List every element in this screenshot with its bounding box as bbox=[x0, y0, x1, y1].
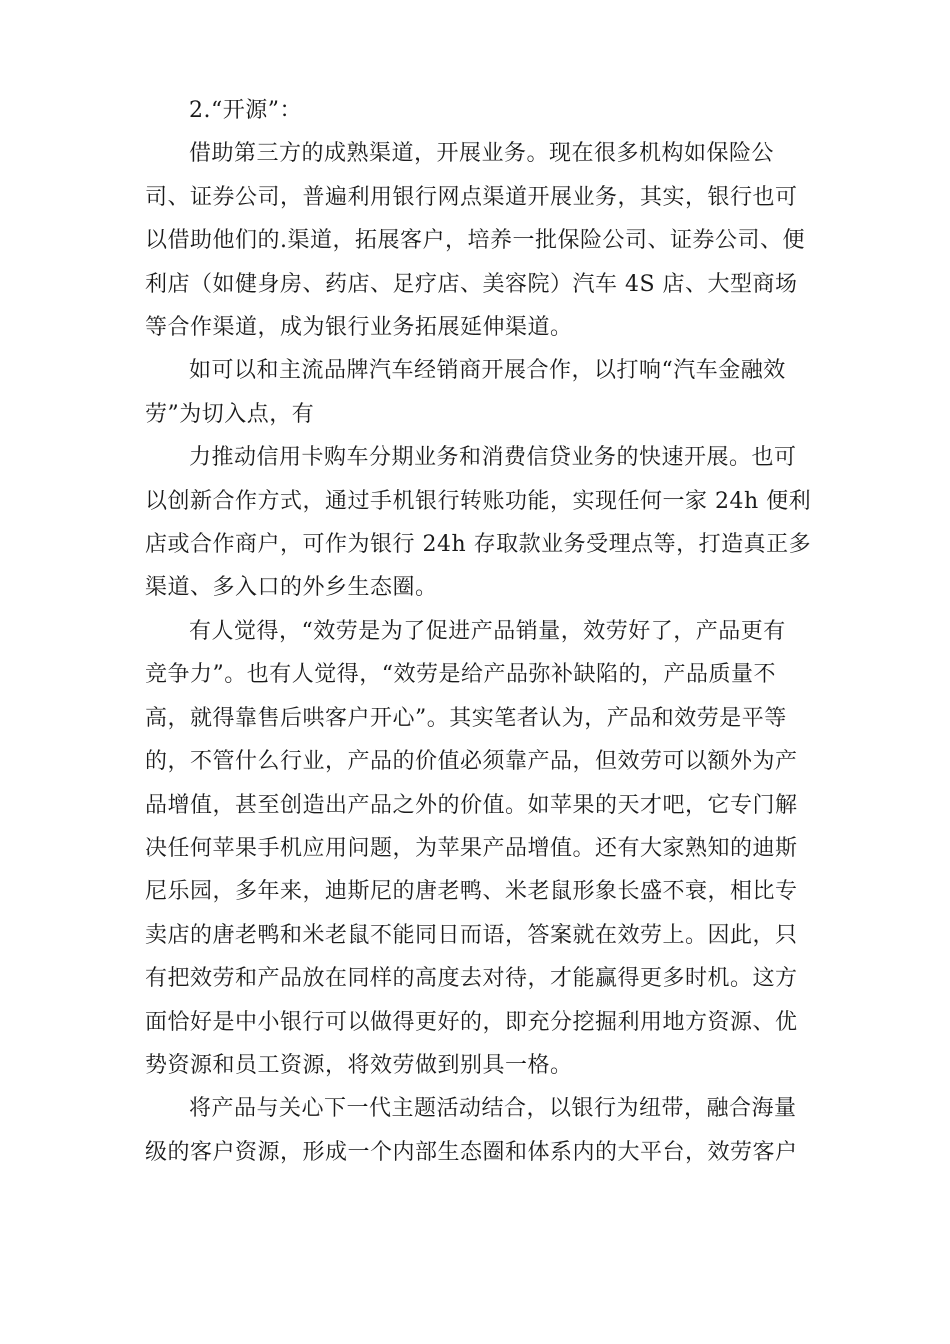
text-line: 尼乐园，多年来，迪斯尼的唐老鸭、米老鼠形象长盛不衰，相比专 bbox=[145, 879, 798, 905]
text-line: 卖店的唐老鸭和米老鼠不能同日而语，答案就在效劳上。因此，只 bbox=[145, 922, 798, 948]
text-line: 有把效劳和产品放在同样的高度去对待，才能赢得更多时机。这方 bbox=[145, 966, 798, 992]
text-line: 店或合作商户，可作为银行 24h 存取款业务受理点等，打造真正多 bbox=[145, 532, 812, 558]
paragraph-3 bbox=[145, 436, 815, 610]
text-line: 有人觉得，“效劳是为了促进产品销量，效劳好了，产品更有 bbox=[189, 618, 786, 644]
text-line: 利店（如健身房、药店、足疗店、美容院）汽车 4S 店、大型商场 bbox=[145, 271, 798, 297]
text-line: 势资源和员工资源，将效劳做到别具一格。 bbox=[145, 1052, 573, 1078]
paragraph-4 bbox=[145, 610, 815, 1087]
text-line: 将产品与关心下一代主题活动结合，以银行为纽带，融合海量 bbox=[189, 1096, 797, 1122]
paragraph-5 bbox=[145, 1087, 815, 1174]
text-line: 高，就得靠售后哄客户开心”。其实笔者认为，产品和效劳是平等 bbox=[145, 705, 787, 731]
text-line: 司、证券公司，普遍利用银行网点渠道开展业务，其实，银行也可 bbox=[145, 184, 798, 210]
paragraph-1 bbox=[145, 132, 815, 349]
text-line: 级的客户资源，形成一个内部生态圈和体系内的大平台，效劳客户 bbox=[145, 1139, 798, 1165]
text-line: 决任何苹果手机应用问题，为苹果产品增值。还有大家熟知的迪斯 bbox=[145, 835, 798, 861]
text-line: 如可以和主流品牌汽车经销商开展合作，以打响“汽车金融效 bbox=[189, 358, 786, 384]
text-line: 的，不管什么行业，产品的价值必须靠产品，但效劳可以额外为产 bbox=[145, 749, 798, 775]
paragraph-2 bbox=[145, 349, 815, 436]
text-line: 力推动信用卡购车分期业务和消费信贷业务的快速开展。也可 bbox=[189, 445, 797, 471]
text-line: 劳”为切入点，有 bbox=[145, 401, 315, 427]
text-line: 品增值，甚至创造出产品之外的价值。如苹果的天才吧，它专门解 bbox=[145, 792, 798, 818]
text-line: 面恰好是中小银行可以做得更好的，即充分挖掘利用地方资源、优 bbox=[145, 1009, 798, 1035]
text-line: 竞争力”。也有人觉得，“效劳是给产品弥补缺陷的，产品质量不 bbox=[145, 662, 776, 688]
section-heading bbox=[145, 89, 815, 132]
text-line: 以创新合作方式，通过手机银行转账功能，实现任何一家 24h 便利 bbox=[145, 488, 812, 514]
text-line: 等合作渠道，成为银行业务拓展延伸渠道。 bbox=[145, 315, 573, 341]
text-line: 以借助他们的.渠道，拓展客户，培养一批保险公司、证券公司、便 bbox=[145, 228, 805, 254]
text-line: 渠道、多入口的外乡生态圈。 bbox=[145, 575, 438, 601]
text-line: 借助第三方的成熟渠道，开展业务。现在很多机构如保险公 bbox=[189, 141, 775, 167]
document-body bbox=[145, 89, 815, 1174]
heading-text: 2.“开源”： bbox=[189, 98, 302, 123]
